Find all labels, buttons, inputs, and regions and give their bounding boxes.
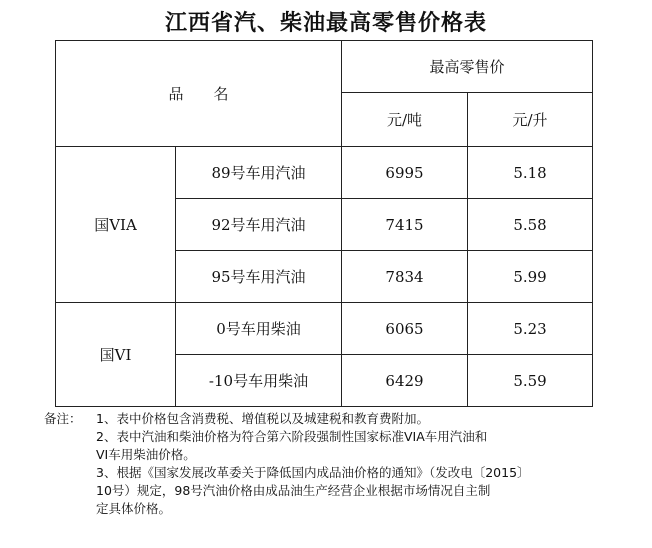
standard-label: 国VIA	[56, 147, 176, 303]
table-row	[56, 303, 593, 355]
price-per-ton: 7415	[342, 199, 468, 251]
price-per-liter: 5.23	[468, 303, 593, 355]
price-per-ton: 7834	[342, 251, 468, 303]
price-per-ton: 6065	[342, 303, 468, 355]
price-per-ton: 6429	[342, 355, 468, 407]
header-unit-ton: 元/吨	[342, 93, 468, 147]
price-per-liter: 5.18	[468, 147, 593, 199]
notes-prefix: 备注：	[44, 411, 82, 426]
note-continuation: VI车用柴油价格。	[96, 447, 196, 462]
page-title: 江西省汽、柴油最高零售价格表	[164, 11, 487, 36]
header-unit-liter: 元/升	[468, 93, 593, 147]
note-item: 2、表中汽油和柴油价格为符合第六阶段强制性国家标准VIA车用汽油和	[96, 429, 488, 444]
note-continuation: 定具体价格。	[96, 501, 172, 516]
note-continuation: 10号）规定，98号汽油价格由成品油生产经营企业根据市场情况自主制	[96, 483, 491, 498]
product-name: 95号车用汽油	[176, 251, 342, 303]
product-name: -10号车用柴油	[176, 355, 342, 407]
product-name: 0号车用柴油	[176, 303, 342, 355]
price-table	[55, 40, 593, 407]
note-text: 1、表中价格包含消费税、增值税以及城建税和教育费附加。	[96, 411, 429, 426]
price-per-liter: 5.99	[468, 251, 593, 303]
header-product-name: 品 名	[56, 41, 342, 147]
price-per-liter: 5.59	[468, 355, 593, 407]
note-item	[44, 410, 624, 428]
product-name: 89号车用汽油	[176, 147, 342, 199]
standard-label: 国VI	[56, 303, 176, 407]
note-item: 3、根据《国家发展改革委关于降低国内成品油价格的通知》（发改电〔2015〕	[96, 465, 530, 480]
price-per-ton: 6995	[342, 147, 468, 199]
notes-section	[44, 410, 624, 518]
table-row	[56, 147, 593, 199]
price-per-liter: 5.58	[468, 199, 593, 251]
product-name: 92号车用汽油	[176, 199, 342, 251]
header-max-price: 最高零售价	[342, 41, 593, 93]
